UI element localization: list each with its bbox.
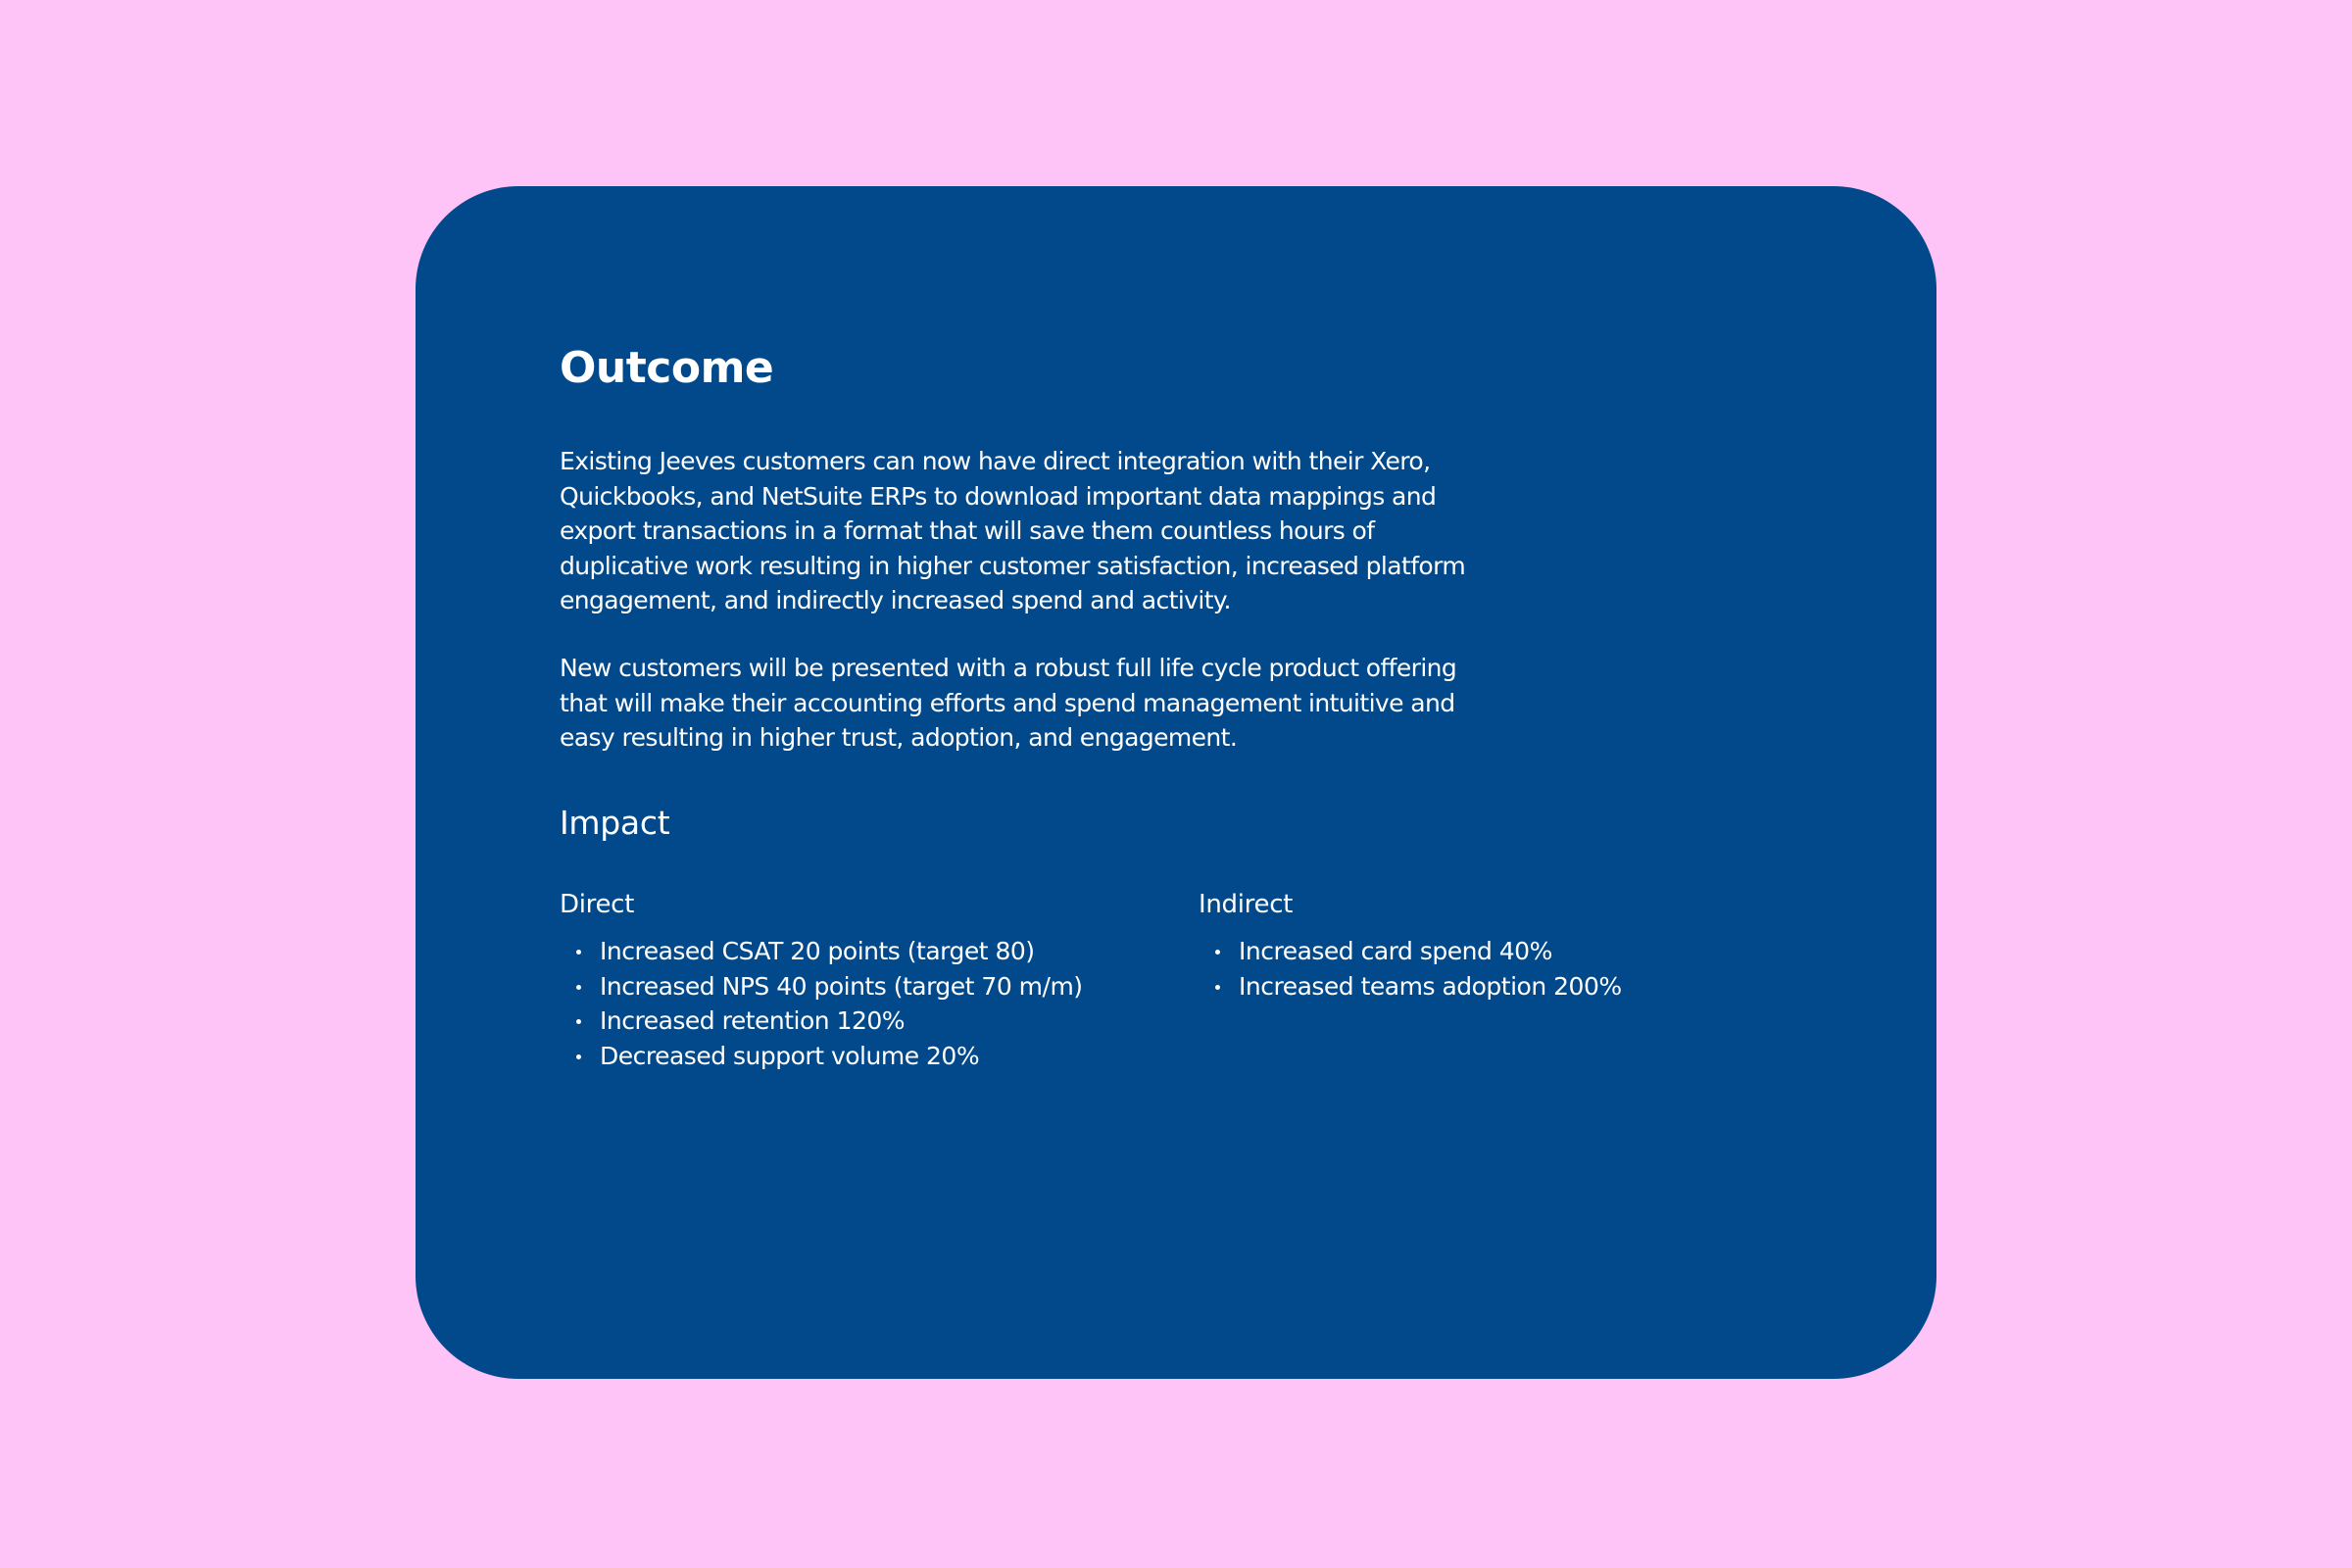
direct-impact-column bbox=[560, 890, 1187, 1073]
list-item: Increased teams adoption 200% bbox=[1199, 969, 1826, 1004]
list-item: Increased NPS 40 points (target 70 m/m) bbox=[560, 969, 1187, 1004]
outcome-paragraph-existing-customers: Existing Jeeves customers can now have direct integration with their Xero, Quickbooks, and NetSuite ERPs to download important data mappings and export transactions in a format that will save them countless hours of duplicative work resulting in higher customer satisfaction, increased platform engagement, and indirectly increased spend and activity. bbox=[560, 447, 1466, 614]
outcome-title: Outcome bbox=[560, 343, 774, 393]
direct-impact-heading: Direct bbox=[560, 890, 635, 919]
list-item: Increased CSAT 20 points (target 80) bbox=[560, 934, 1187, 969]
list-item: Decreased support volume 20% bbox=[560, 1039, 1187, 1074]
list-item: Increased card spend 40% bbox=[1199, 934, 1826, 969]
indirect-impact-column bbox=[1199, 890, 1826, 1004]
list-item: Increased retention 120% bbox=[560, 1004, 1187, 1039]
outcome-card bbox=[416, 186, 1936, 1379]
outcome-paragraph-new-customers: New customers will be presented with a robust full life cycle product offering that will make their accounting efforts and spend management intuitive and easy resulting in higher trust, adoption, and engagement. bbox=[560, 654, 1457, 752]
indirect-impact-list bbox=[1199, 934, 1826, 1004]
impact-title: Impact bbox=[560, 804, 670, 842]
direct-impact-list bbox=[560, 934, 1187, 1073]
indirect-impact-heading: Indirect bbox=[1199, 890, 1294, 919]
